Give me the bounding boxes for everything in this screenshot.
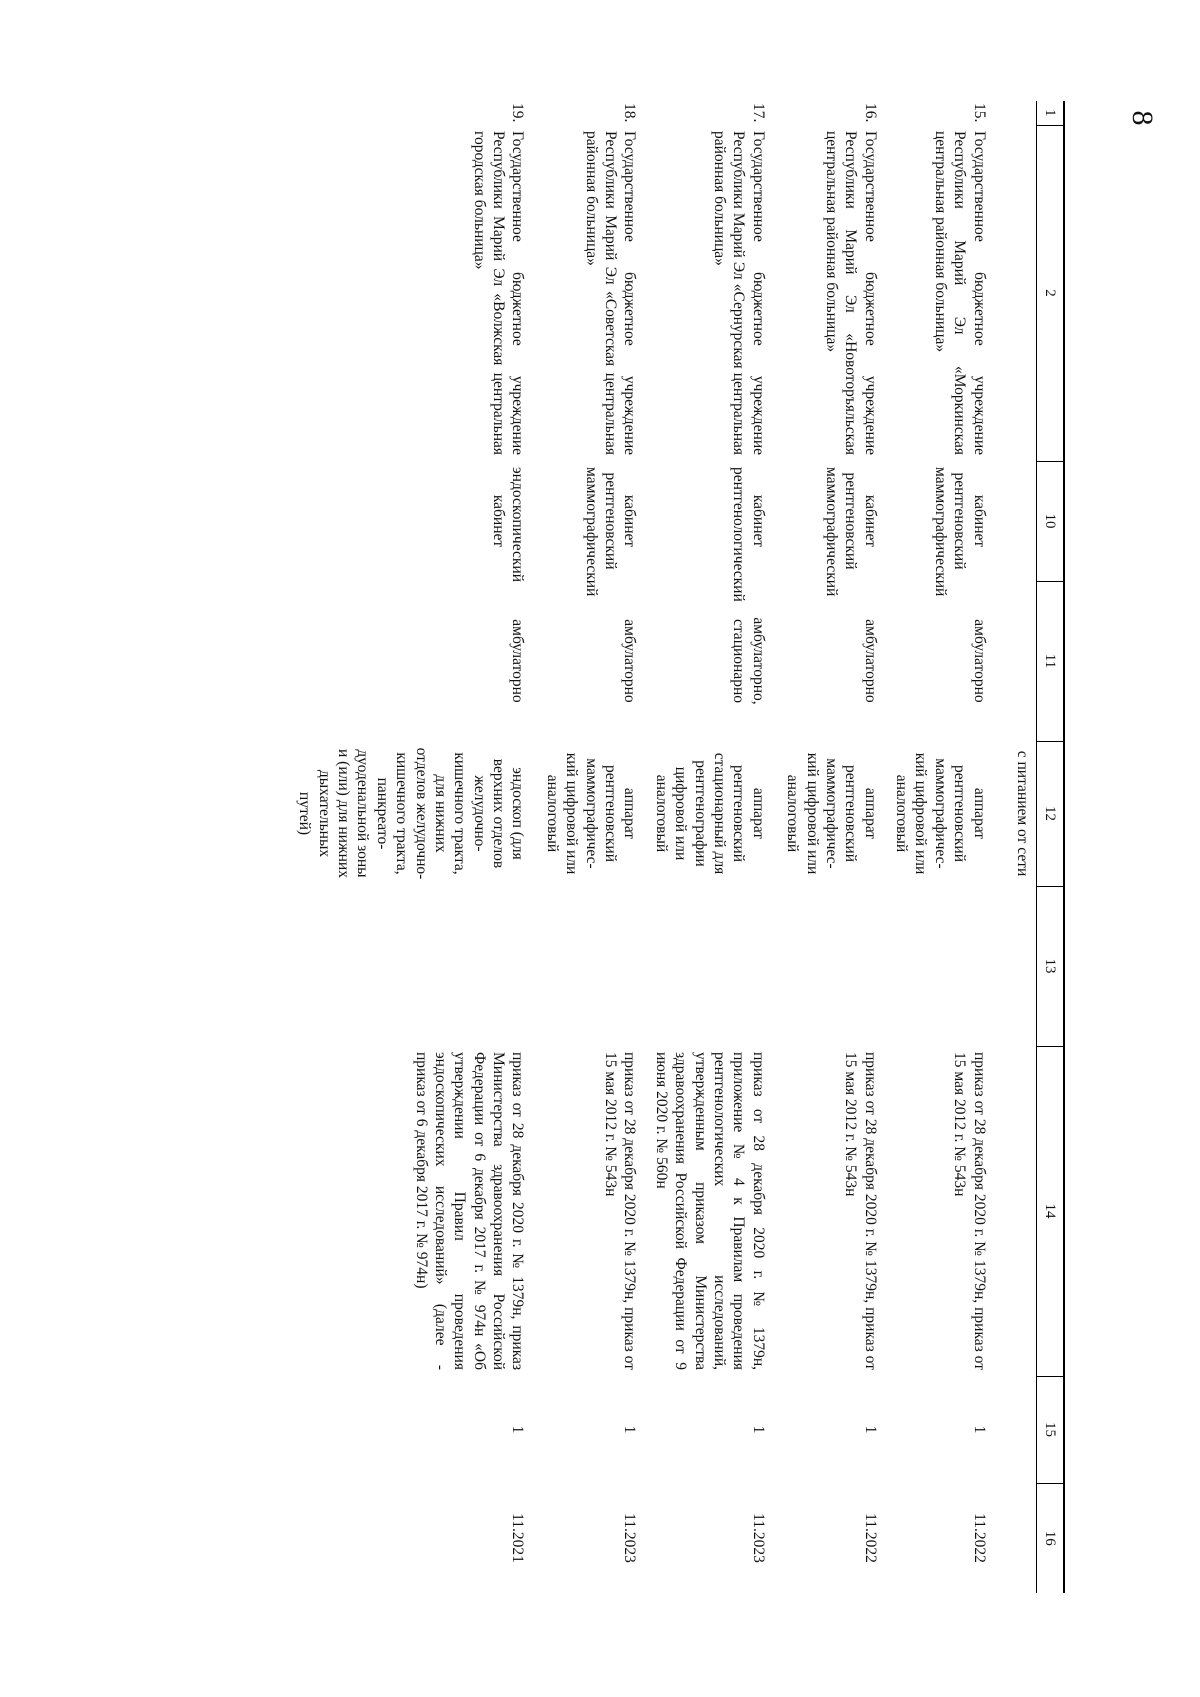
institution-cell: Государственное бюджетное учреждение Республики Марий Эл «Сернурская центральная районная больница» [711,131,767,455]
table-row [644,101,772,1593]
col13-cell [287,886,532,1046]
col13-cell [772,886,884,1046]
col-header-16: 16 [1037,1483,1065,1593]
table-row [287,101,532,1593]
documents-cell: приказ от 28 декабря 2020 г. № 1379н, приказ от 15 мая 2012 г. № 543н [951,1052,988,1370]
cabinet-cell: кабинет рентгеновский маммографический [582,467,639,597]
col-header-14: 14 [1037,1046,1065,1376]
row-number: 19. [509,103,527,123]
col-header-13: 13 [1037,886,1065,1046]
col-header-10: 10 [1037,461,1065,581]
equipment-cell: аппарат рентгеновский маммографичес-кий цифровой или аналоговый [784,752,879,875]
conditions-cell: амбулаторно, стационарно [730,617,767,705]
rotated-table-container [195,101,1065,1593]
equipment-cell: аппарат рентгеновский маммографичес-кий цифровой или аналоговый [893,752,988,875]
col-header-11: 11 [1037,581,1065,741]
continuation-row [1009,101,1037,1593]
col-header-15: 15 [1037,1376,1065,1483]
conditions-cell: амбулаторно [509,619,527,703]
cabinet-cell: кабинет рентгенологический [730,467,767,602]
institution-cell: Государственное бюджетное учреждение Республики Марий Эл «Волжская центральная городская больница» [470,131,527,455]
continuation-equipment: с питанием от сети [1014,750,1031,877]
count-cell: 1 [970,1425,988,1434]
date-cell: 11.2023 [621,1513,639,1563]
date-cell: 11.2022 [970,1513,988,1563]
conditions-cell: амбулаторно [621,619,639,703]
count-cell: 1 [749,1425,767,1434]
cabinet-cell: кабинет рентгеновский маммографический [931,467,988,597]
row-number: 17. [749,103,767,123]
equipment-cell: аппарат рентгеновский стационарный для рентгенографии цифровой или аналоговый [652,752,767,875]
conditions-cell: амбулаторно [970,619,988,703]
count-cell: 1 [509,1425,527,1434]
row-number: 15. [970,103,988,123]
col13-cell [532,886,644,1046]
col-header-1: 1 [1037,101,1065,125]
date-cell: 11.2023 [749,1513,767,1563]
institution-cell: Государственное бюджетное учреждение Республики Марий Эл «Новоторъяльская центральная районная больница» [823,131,879,455]
col-header-12: 12 [1037,741,1065,886]
col-header-2: 2 [1037,125,1065,461]
col13-cell [644,886,772,1046]
documents-cell: приказ от 28 декабря 2020 г. № 1379н, приказ от 15 мая 2012 г. № 543н [842,1052,879,1370]
equipment-table [287,101,1065,1593]
count-cell: 1 [861,1425,879,1434]
header-row [1037,101,1065,1593]
row-number: 16. [861,103,879,123]
institution-cell: Государственное бюджетное учреждение Республики Марий Эл «Моркинская центральная районная больница» [931,131,988,455]
cabinet-cell: эндоскопический кабинет [490,467,527,582]
documents-cell: приказ от 28 декабря 2020 г. № 1379н, приложение № 4 к Правилам проведения рентгенологических исследований, утвержденным приказом Министерства здравоохранения Российской Федерации от 9 июня 2020 г. № 560н [652,1052,767,1370]
count-cell: 1 [621,1425,639,1434]
table-row [884,101,1009,1593]
conditions-cell: амбулаторно [861,619,879,703]
page-number: 8 [1126,110,1159,126]
cabinet-cell: кабинет рентгеновский маммографический [823,467,879,597]
row-number: 18. [621,103,639,123]
col13-cell [884,886,1009,1046]
table-row [772,101,884,1593]
table-row [532,101,644,1593]
equipment-cell: эндоскоп (для верхних отделов желудочно-кишечного тракта, для нижних отделов желудочно-кишечного тракта, панкреато-дуоденальной зоны и (или) для нижних дыхательных путей) [296,747,527,880]
date-cell: 11.2022 [861,1513,879,1563]
documents-cell: приказ от 28 декабря 2020 г. № 1379н, приказ от 15 мая 2012 г. № 543н [602,1052,639,1370]
equipment-cell: аппарат рентгеновский маммографичес-кий цифровой или аналоговый [544,752,639,875]
date-cell: 11.2021 [509,1513,527,1563]
institution-cell: Государственное бюджетное учреждение Республики Марий Эл «Советская центральная районная больница» [582,131,639,455]
documents-cell: приказ от 28 декабря 2020 г. № 1379н, приказ Министерства здравоохранения Российской Федерации от 6 декабря 2017 г. № 974н «Об утверждении Правил проведения эндоскопических исследований» (далее - приказ от 6 декабря 2017 г. № 974н) [412,1052,527,1370]
